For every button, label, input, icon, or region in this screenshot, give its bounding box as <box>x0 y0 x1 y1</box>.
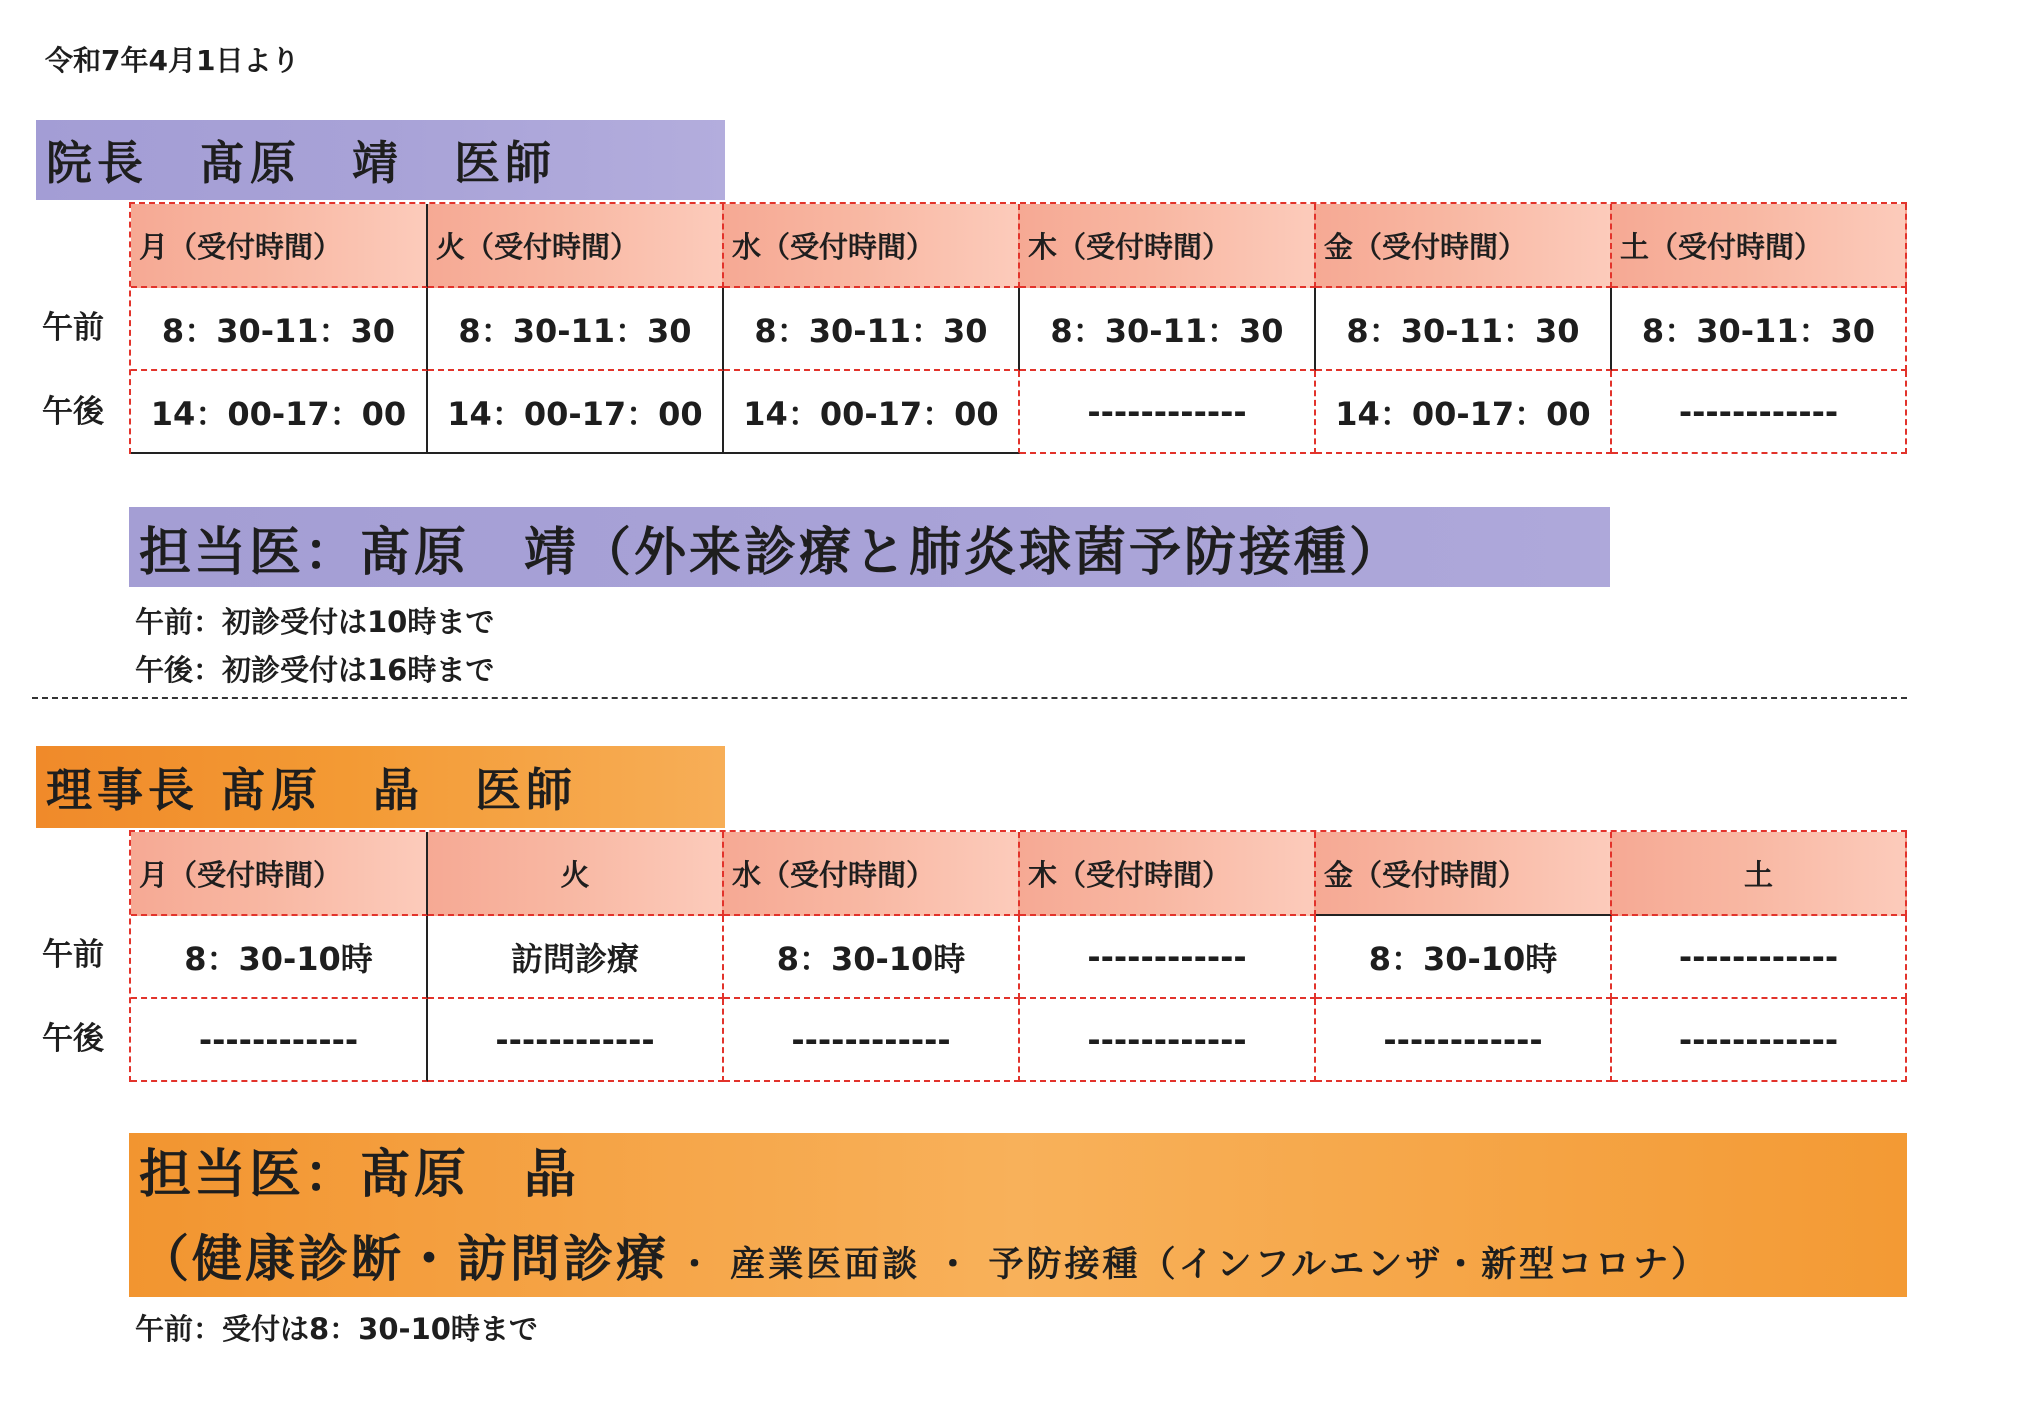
chairman-am-slot-sat: ------------ <box>1612 916 1907 999</box>
director-schedule-table <box>129 202 1907 454</box>
schedule-header-thu: 木（受付時間） <box>1020 204 1316 288</box>
director-title: 院長 髙原 靖 医師 <box>36 120 725 200</box>
pm-slot-sat: ------------ <box>1612 371 1907 454</box>
chairman-row-label-pm: 午後 <box>42 1021 104 1057</box>
chairman-pm-slot-wed: ------------ <box>724 999 1020 1082</box>
pm-slot-tue: 14：00-17：00 <box>428 371 724 454</box>
chairman-attending-banner <box>129 1133 1907 1297</box>
pm-slot-mon: 14：00-17：00 <box>131 371 428 454</box>
chairman-title: 理事長 髙原 晶 医師 <box>36 746 725 828</box>
am-slot-tue: 8：30-11：30 <box>428 288 724 371</box>
chairman-banner-heading: 担当医：髙原 晶 <box>139 1145 580 1205</box>
chairman-pm-slot-tue: ------------ <box>428 999 724 1082</box>
chairman-header-tue: 火 <box>428 832 724 916</box>
pm-slot-fri: 14：00-17：00 <box>1316 371 1612 454</box>
pm-slot-wed: 14：00-17：00 <box>724 371 1020 454</box>
schedule-header-mon: 月（受付時間） <box>131 204 428 288</box>
chairman-am-slot-wed: 8：30-10時 <box>724 916 1020 999</box>
chairman-header-sat: 土 <box>1612 832 1907 916</box>
chairman-am-slot-mon: 8：30-10時 <box>131 916 428 999</box>
chairman-header-wed: 水（受付時間） <box>724 832 1020 916</box>
schedule-header-wed: 水（受付時間） <box>724 204 1020 288</box>
chairman-pm-slot-mon: ------------ <box>131 999 428 1082</box>
am-slot-sat: 8：30-11：30 <box>1612 288 1907 371</box>
chairman-note-am: 午前：受付は8：30-10時まで <box>135 1312 538 1346</box>
chairman-banner-services-main: （健康診断・訪問診療 <box>139 1230 669 1288</box>
schedule-header-tue: 火（受付時間） <box>428 204 724 288</box>
chairman-pm-slot-fri: ------------ <box>1316 999 1612 1082</box>
chairman-am-slot-tue: 訪問診療 <box>428 916 724 999</box>
schedule-header-sat: 土（受付時間） <box>1612 204 1907 288</box>
pm-slot-thu: ------------ <box>1020 371 1316 454</box>
row-label-am: 午前 <box>42 310 104 346</box>
chairman-schedule-table <box>129 830 1907 1082</box>
chairman-header-thu: 木（受付時間） <box>1020 832 1316 916</box>
director-note-pm: 午後：初診受付は16時まで <box>135 653 495 687</box>
am-slot-mon: 8：30-11：30 <box>131 288 428 371</box>
chairman-pm-slot-thu: ------------ <box>1020 999 1316 1082</box>
director-attending-banner: 担当医：髙原 靖（外来診療と肺炎球菌予防接種） <box>129 507 1610 587</box>
chairman-pm-slot-sat: ------------ <box>1612 999 1907 1082</box>
am-slot-thu: 8：30-11：30 <box>1020 288 1316 371</box>
chairman-banner-services <box>139 1229 1709 1289</box>
schedule-header-fri: 金（受付時間） <box>1316 204 1612 288</box>
chairman-am-slot-fri: 8：30-10時 <box>1316 916 1612 999</box>
chairman-row-label-am: 午前 <box>42 937 104 973</box>
effective-date: 令和7年4月1日より <box>45 44 300 77</box>
row-label-pm: 午後 <box>42 394 104 430</box>
section-divider <box>32 697 1907 699</box>
chairman-banner-services-sub: ・ 産業医面談 ・ 予防接種（インフルエンザ・新型コロナ） <box>677 1245 1710 1285</box>
am-slot-wed: 8：30-11：30 <box>724 288 1020 371</box>
chairman-header-fri: 金（受付時間） <box>1316 832 1612 916</box>
chairman-am-slot-thu: ------------ <box>1020 916 1316 999</box>
chairman-header-mon: 月（受付時間） <box>131 832 428 916</box>
am-slot-fri: 8：30-11：30 <box>1316 288 1612 371</box>
director-note-am: 午前：初診受付は10時まで <box>135 605 495 639</box>
